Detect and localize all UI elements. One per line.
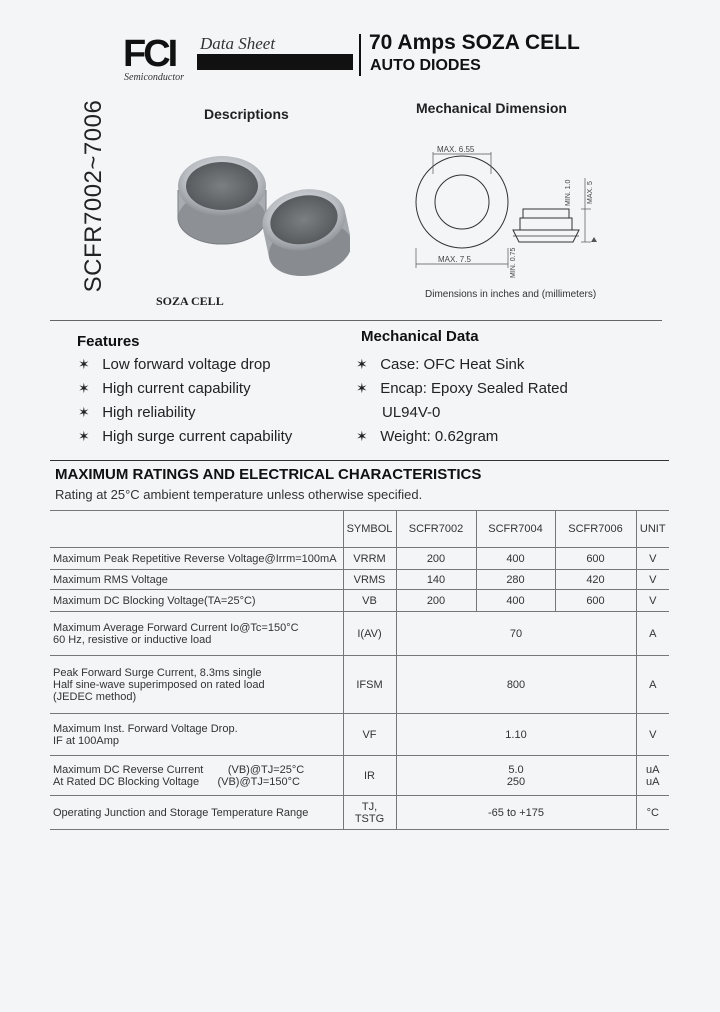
dim-max-5: MAX. 5 bbox=[587, 181, 594, 204]
logo-subtitle: Semiconductor bbox=[124, 72, 184, 83]
descriptions-heading: Descriptions bbox=[204, 106, 289, 122]
bullet-star-icon: ✶ bbox=[356, 380, 368, 396]
page-title: 70 Amps SOZA CELL bbox=[369, 31, 580, 54]
bullet-star-icon: ✶ bbox=[78, 356, 90, 372]
dim-min-10: MIN. 1.0 bbox=[565, 179, 572, 206]
product-photo bbox=[170, 140, 350, 290]
features-list bbox=[78, 356, 292, 452]
dim-max-75: MAX. 7.5 bbox=[438, 255, 471, 264]
cell-left bbox=[178, 156, 266, 244]
product-caption: SOZA CELL bbox=[156, 294, 224, 308]
cell-right bbox=[257, 182, 350, 284]
list-item: ✶ Low forward voltage drop bbox=[78, 356, 271, 373]
col-unit: UNIT bbox=[636, 511, 669, 548]
table-row: Maximum RMS Voltage VRMS 140 280 420 V bbox=[50, 570, 669, 590]
col-scfr7004: SCFR7004 bbox=[476, 511, 555, 548]
bullet-star-icon: ✶ bbox=[356, 428, 368, 444]
features-heading: Features bbox=[77, 333, 140, 350]
list-item: ✶ Weight: 0.62gram bbox=[356, 428, 499, 445]
table-row: Operating Junction and Storage Temperature Range TJ, TSTG -65 to +175 °C bbox=[50, 796, 669, 830]
dimension-note: Dimensions in inches and (millimeters) bbox=[425, 289, 597, 300]
bullet-star-icon: ✶ bbox=[78, 428, 90, 444]
header-divider bbox=[359, 34, 361, 76]
mech-data-list bbox=[356, 356, 568, 452]
table-row: Maximum DC Blocking Voltage(TA=25°C) VB 200 400 600 V bbox=[50, 590, 669, 612]
dim-min-075: MIN. 0.75 bbox=[510, 247, 517, 278]
dimension-drawing bbox=[405, 138, 615, 283]
table-row: Maximum Inst. Forward Voltage Drop. IF at 100Amp VF 1.10 V bbox=[50, 714, 669, 756]
header-bar bbox=[197, 54, 353, 70]
ratings-title: MAXIMUM RATINGS AND ELECTRICAL CHARACTERISTICS bbox=[55, 466, 482, 483]
table-row: Maximum Average Forward Current Io@Tc=150°C 60 Hz, resistive or inductive load I(AV) 70 A bbox=[50, 612, 669, 656]
page-subtitle: AUTO DIODES bbox=[370, 57, 481, 74]
mech-data-heading: Mechanical Data bbox=[361, 328, 479, 345]
table-row: Maximum DC Reverse Current (VB)@TJ=25°C At Rated DC Blocking Voltage (VB)@TJ=150°C IR 5.0 250 uA uA bbox=[50, 756, 669, 796]
dim-max-655: MAX. 6.55 bbox=[437, 145, 475, 154]
mech-dimension-heading: Mechanical Dimension bbox=[416, 100, 567, 116]
list-item: ✶ High surge current capability bbox=[78, 428, 293, 445]
ratings-subtitle: Rating at 25°C ambient temperature unless otherwise specified. bbox=[55, 487, 423, 502]
part-range-label: SCFR7002~7006 bbox=[80, 99, 107, 293]
col-symbol: SYMBOL bbox=[343, 511, 396, 548]
list-item: ✶ Case: OFC Heat Sink bbox=[356, 356, 525, 373]
section-divider bbox=[50, 320, 662, 321]
table-row: Peak Forward Surge Current, 8.3ms single Half sine-wave superimposed on rated load (JEDEC method) IFSM 800 A bbox=[50, 656, 669, 714]
bullet-star-icon: ✶ bbox=[78, 380, 90, 396]
fci-logo: FCI bbox=[123, 33, 176, 75]
ratings-table bbox=[50, 510, 669, 830]
ratings-divider bbox=[50, 460, 669, 461]
list-item: ✶ High reliability bbox=[78, 404, 196, 421]
list-item: UL94V-0 bbox=[382, 404, 441, 421]
table-row: Maximum Peak Repetitive Reverse Voltage@Irrm=100mA VRRM 200 400 600 V bbox=[50, 548, 669, 570]
col-scfr7002: SCFR7002 bbox=[396, 511, 476, 548]
col-scfr7006: SCFR7006 bbox=[555, 511, 636, 548]
bullet-star-icon: ✶ bbox=[356, 356, 368, 372]
list-item: ✶ High current capability bbox=[78, 380, 251, 397]
doc-type: Data Sheet bbox=[200, 34, 276, 53]
bullet-star-icon: ✶ bbox=[78, 404, 90, 420]
list-item: ✶ Encap: Epoxy Sealed Rated bbox=[356, 380, 568, 397]
table-header-row bbox=[50, 511, 669, 548]
